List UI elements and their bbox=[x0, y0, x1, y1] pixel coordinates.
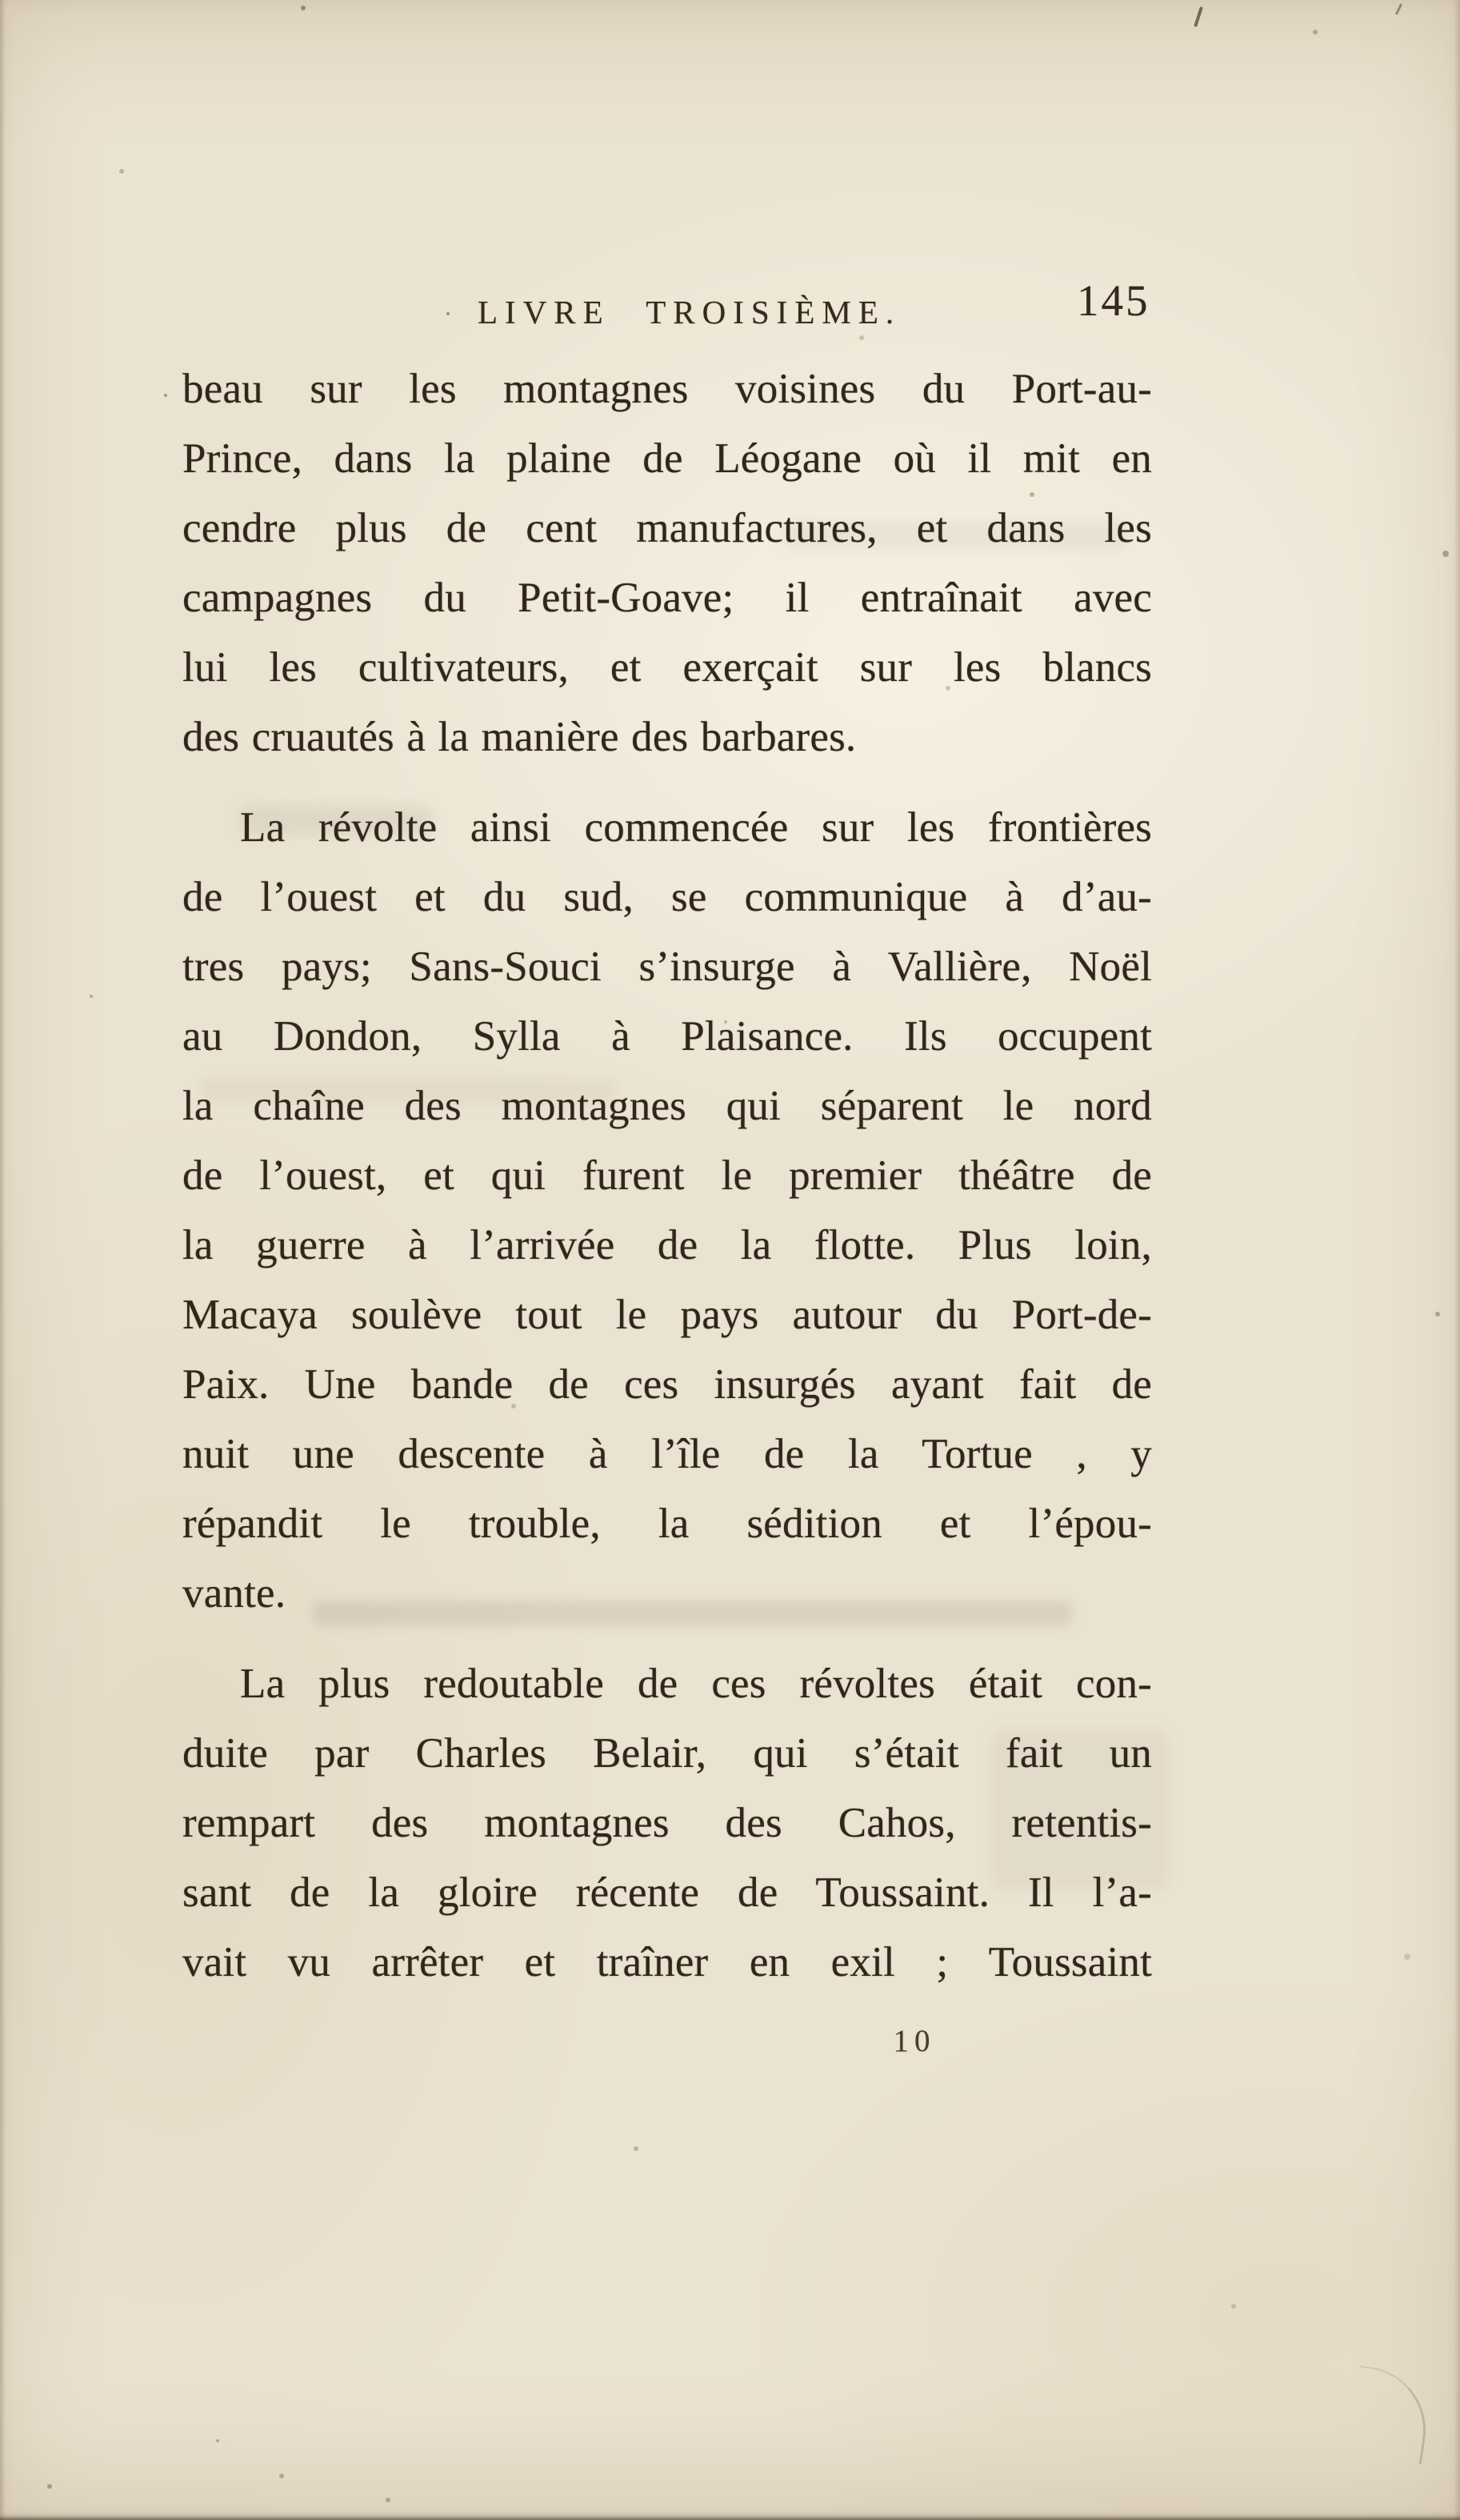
text-line: tres pays; Sans-Souci s’insurge à Vallière, Noël bbox=[182, 943, 1152, 990]
body-text bbox=[182, 355, 1152, 1997]
scan-edge-right bbox=[1454, 0, 1460, 2520]
text-line: des cruautés à la manière des barbares. bbox=[182, 714, 857, 760]
paragraph bbox=[182, 355, 1152, 772]
signature-mark: 10 bbox=[893, 2024, 936, 2058]
paragraph bbox=[182, 1649, 1152, 1997]
text-line: duite par Charles Belair, qui s’était fait un bbox=[182, 1730, 1152, 1777]
text-line: La plus redoutable de ces révoltes était con- bbox=[240, 1661, 1152, 1707]
scan-edge-bottom bbox=[0, 2512, 1460, 2520]
text-line: cendre plus de cent manufactures, et dans les bbox=[182, 505, 1152, 551]
text-line: beau sur les montagnes voisines du Port-au- bbox=[182, 366, 1152, 412]
foxing-specks bbox=[0, 0, 3, 3]
scan-mark-top-corner bbox=[1395, 3, 1402, 15]
text-line: Macaya soulève tout le pays autour du Port-de- bbox=[182, 1292, 1152, 1338]
text-line: La révolte ainsi commencée sur les frontières bbox=[240, 804, 1152, 851]
page-number: 145 bbox=[1077, 276, 1150, 325]
text-line: la guerre à l’arrivée de la flotte. Plus loin, bbox=[182, 1222, 1152, 1268]
scan-edge-left bbox=[0, 0, 6, 2520]
text-line: Paix. Une bande de ces insurgés ayant fait de bbox=[182, 1361, 1152, 1408]
scan-mark-top-right bbox=[1194, 6, 1203, 27]
text-line: vante. bbox=[182, 1570, 286, 1617]
text-line: rempart des montagnes des Cahos, retentis- bbox=[182, 1800, 1152, 1846]
text-line: au Dondon, Sylla à Plaisance. Ils occupent bbox=[182, 1013, 1152, 1060]
text-line: campagnes du Petit-Goave; il entraînait avec bbox=[182, 575, 1152, 621]
running-title: LIVRE TROISIÈME. bbox=[478, 294, 902, 331]
text-line: de l’ouest et du sud, se communique à d’au- bbox=[182, 874, 1152, 920]
text-line: vait vu arrêter et traîner en exil ; Toussaint bbox=[182, 1939, 1152, 1985]
text-line: de l’ouest, et qui furent le premier théâtre de bbox=[182, 1152, 1152, 1199]
text-line: lui les cultivateurs, et exerçait sur les blancs bbox=[182, 644, 1152, 691]
text-line: sant de la gloire récente de Toussaint. Il l’a- bbox=[182, 1869, 1152, 1916]
text-line: Prince, dans la plaine de Léogane où il mit en bbox=[182, 435, 1152, 482]
text-line: répandit le trouble, la sédition et l’épou- bbox=[182, 1500, 1152, 1547]
scan-mark-bottom-right bbox=[1348, 2366, 1434, 2465]
paragraph bbox=[182, 793, 1152, 1629]
text-line: nuit une descente à l’île de la Tortue , y bbox=[182, 1431, 1152, 1477]
text-line: la chaîne des montagnes qui séparent le nord bbox=[182, 1083, 1152, 1129]
